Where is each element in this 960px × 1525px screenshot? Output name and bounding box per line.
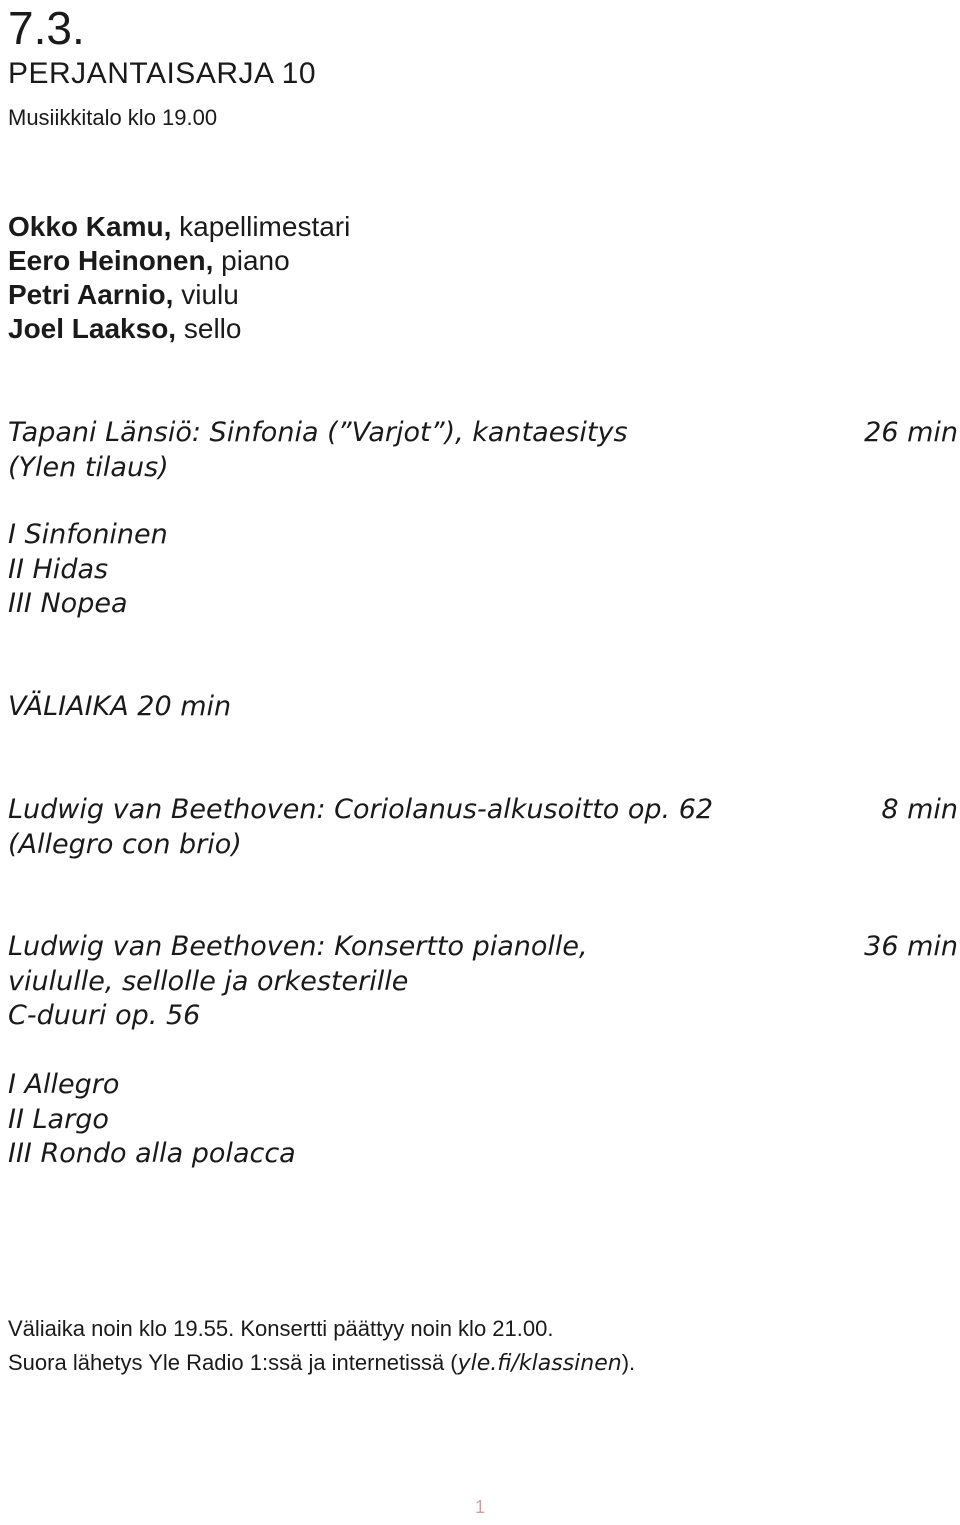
movement: I Sinfoninen [8,519,168,550]
broadcast-link[interactable]: yle.fi/klassinen [457,1351,622,1376]
movement: II Largo [8,1103,109,1135]
performer-role: sello [176,313,242,344]
intermission: VÄLIAIKA 20 min [8,691,232,722]
performer-role: piano [213,245,290,276]
footer-notes [8,1312,635,1381]
performer [8,210,350,244]
work-triple-concerto-duration: 36 min [864,931,958,962]
broadcast-text: Suora lähetys Yle Radio 1:ssä ja internetissä ( [8,1350,458,1375]
performer [8,244,350,278]
work-lansio-movements [8,518,168,622]
performer-name: Eero Heinonen, [8,245,214,276]
performer-name: Petri Aarnio, [8,279,174,310]
work-title-line: (Allegro con brio) [8,828,242,860]
concert-date: 7.3. [8,2,85,54]
performer-name: Joel Laakso, [8,313,177,344]
work-title-line: Ludwig van Beethoven: Konsertto pianolle, [8,931,588,962]
work-triple-concerto-movements [8,1068,296,1172]
footer-broadcast [8,1346,635,1381]
performer-name: Okko Kamu, [8,211,172,242]
work-triple-concerto-title [8,930,588,1034]
concert-series: PERJANTAISARJA 10 [8,57,317,90]
work-title-line: (Ylen tilaus) [8,451,169,483]
performer-role: viulu [173,279,239,310]
footer-timing: Väliaika noin klo 19.55. Konsertti päättyy noin klo 21.00. [8,1316,554,1341]
work-coriolanus-duration: 8 min [881,794,958,825]
work-coriolanus-title [8,793,713,862]
work-title-line: C-duuri op. 56 [8,1000,201,1031]
concert-venue: Musiikkitalo klo 19.00 [8,105,218,130]
movement: I Allegro [8,1069,120,1100]
work-lansio-duration: 26 min [864,417,958,448]
movement: III Nopea [8,588,128,619]
performer-role: kapellimestari [171,211,351,242]
movement: III Rondo alla polacca [8,1138,296,1169]
work-title-line: Tapani Länsiö: Sinfonia (”Varjot”), kantaesitys [8,417,628,448]
performer [8,278,350,312]
performer [8,312,350,346]
broadcast-text-end: ). [621,1350,636,1375]
work-title-line: viululle, sellolle ja orkesterille [8,965,409,997]
performer-list [8,210,350,346]
work-lansio-title [8,416,628,485]
work-title-line: Ludwig van Beethoven: Coriolanus-alkusoitto op. 62 [8,794,714,825]
movement: II Hidas [8,553,109,585]
page-number: 1 [474,1497,485,1517]
